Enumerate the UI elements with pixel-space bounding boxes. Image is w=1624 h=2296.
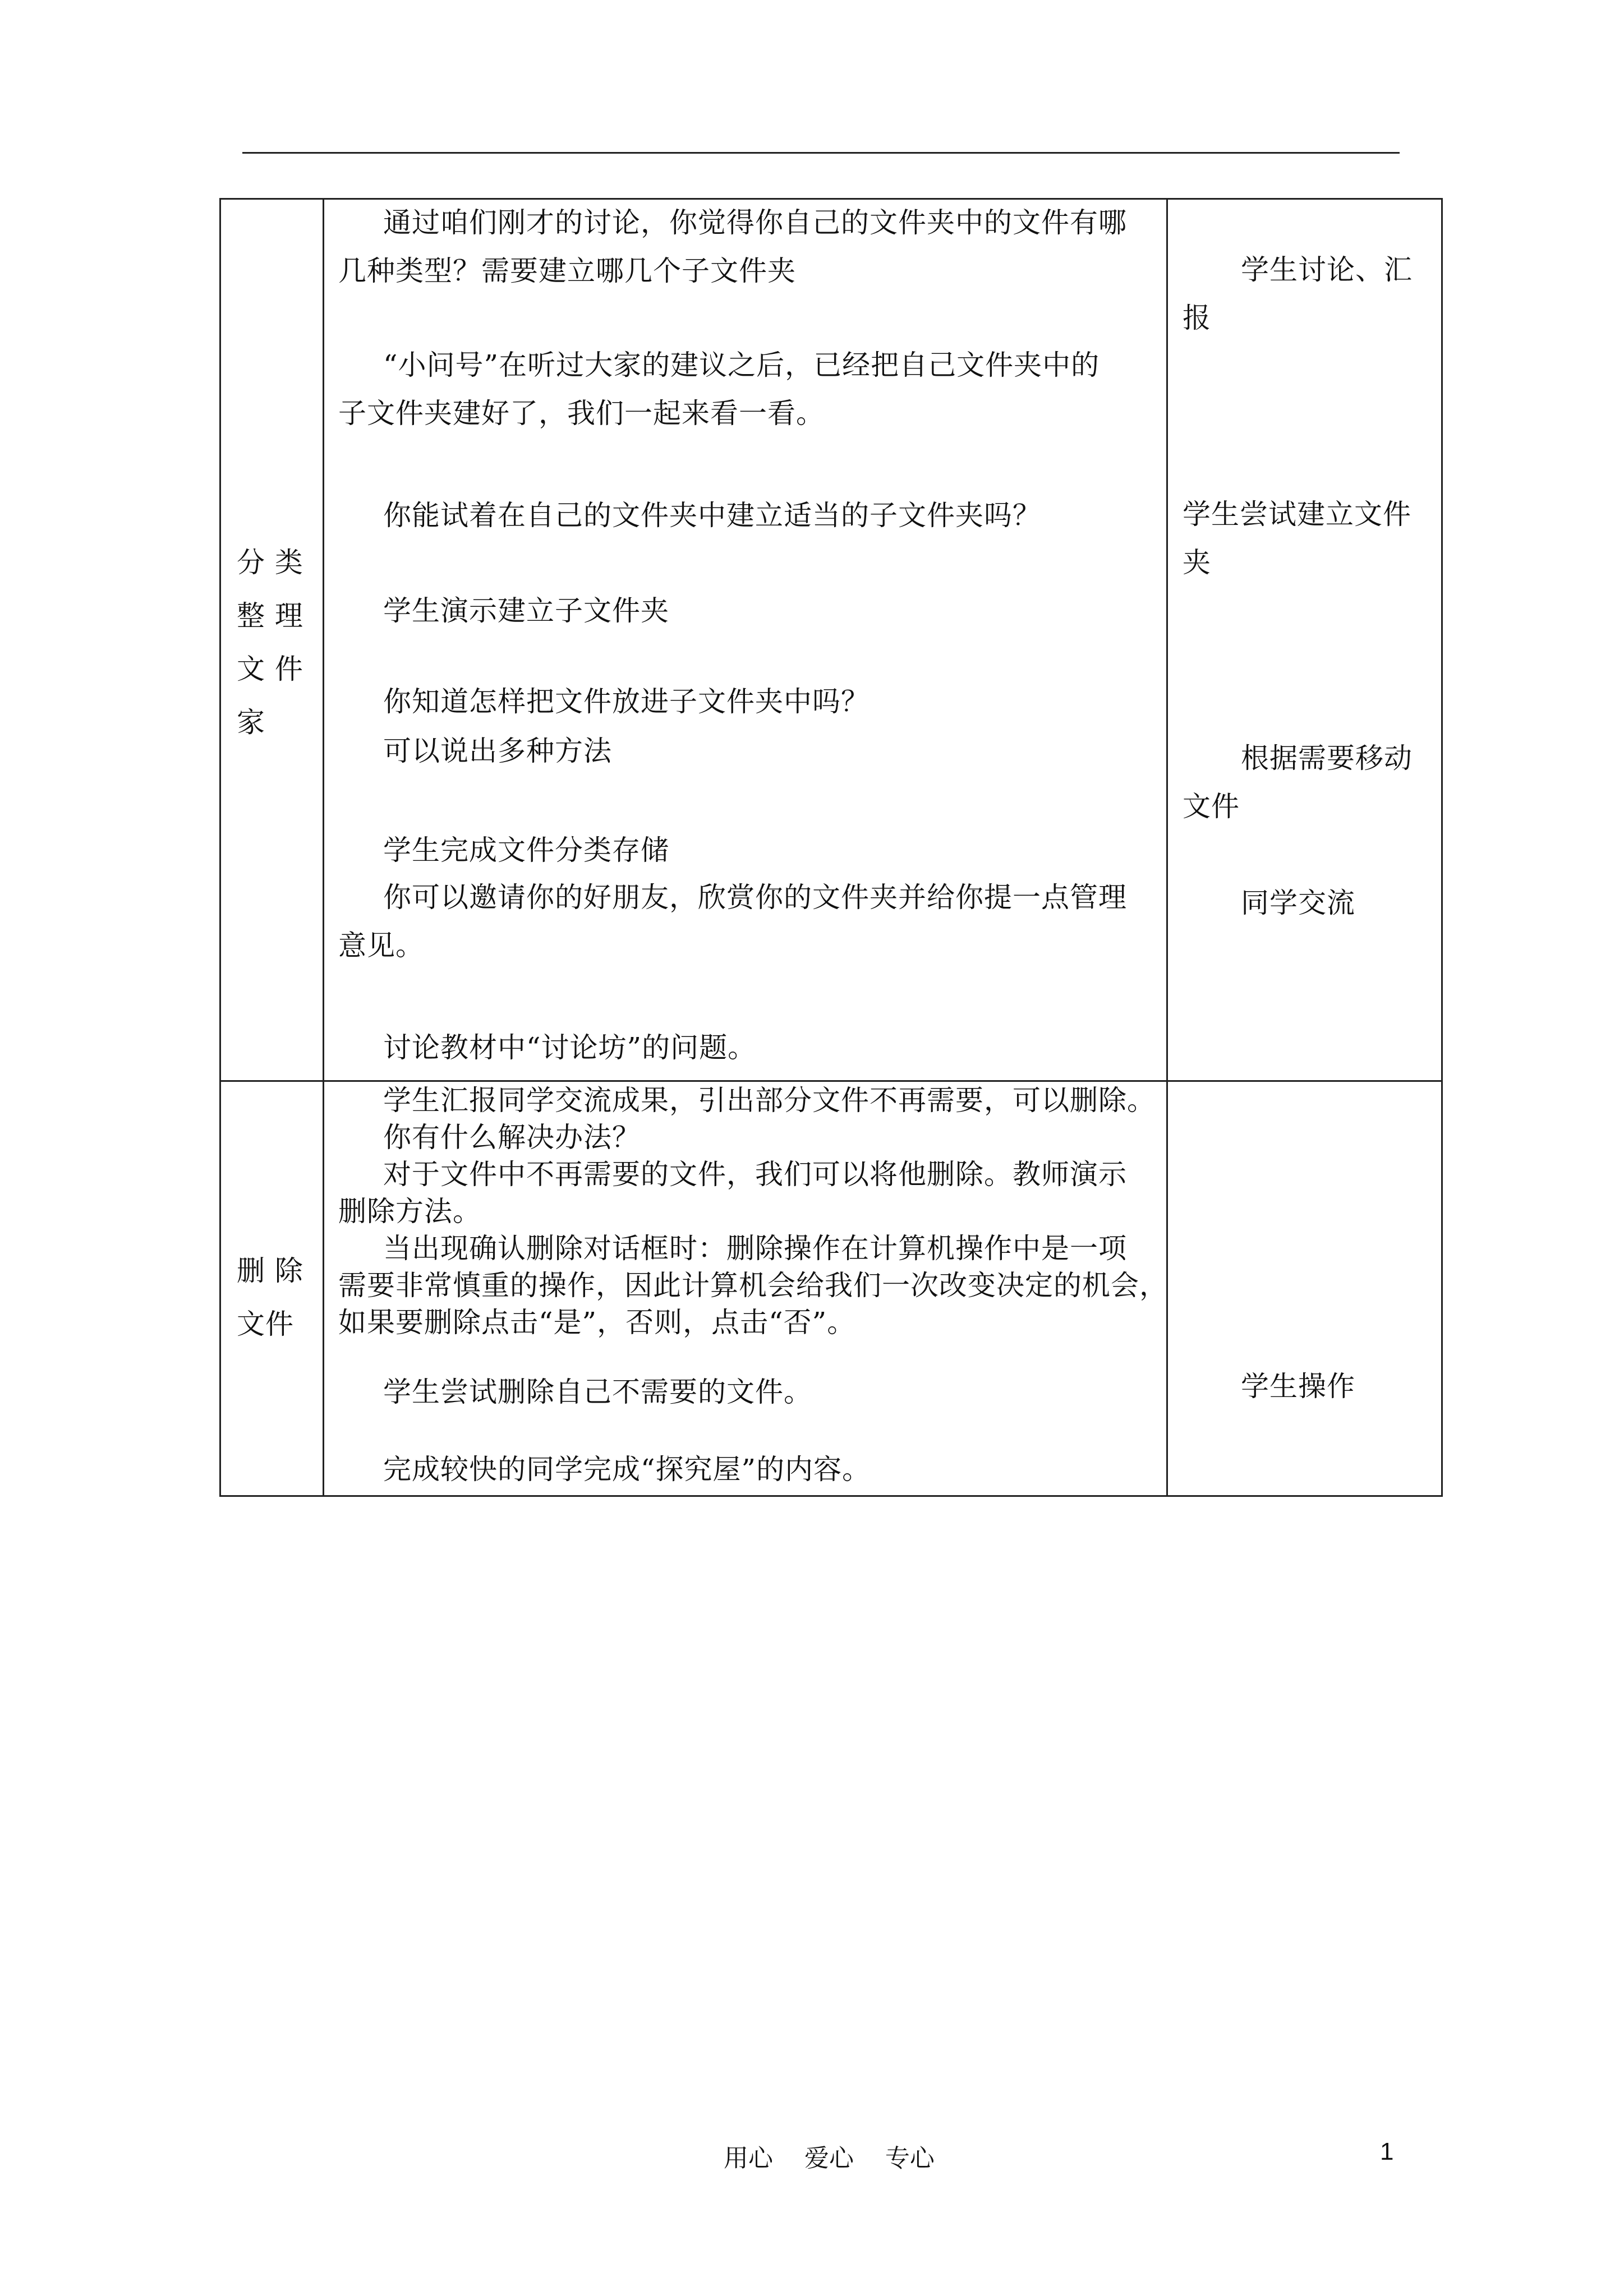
content-cell bbox=[324, 1081, 1167, 1496]
content-line: 意见。 bbox=[338, 929, 424, 962]
content-line: 对于文件中不再需要的文件，我们可以将他删除。教师演示 bbox=[383, 1158, 1127, 1191]
activity-line: 学生尝试建立文件 bbox=[1183, 498, 1411, 531]
activity-line: 同学交流 bbox=[1241, 887, 1355, 919]
content-line: “小问号”在听过大家的建议之后，已经把自己文件夹中的 bbox=[383, 349, 1100, 381]
table-row-classify bbox=[220, 199, 1442, 1081]
content-line: 学生完成文件分类存储 bbox=[383, 834, 669, 866]
content-cell bbox=[324, 199, 1167, 1081]
activity-line: 夹 bbox=[1183, 546, 1211, 579]
content-line: 几种类型？需要建立哪几个子文件夹 bbox=[338, 255, 796, 287]
content-line: 子文件夹建好了，我们一起来看一看。 bbox=[338, 397, 825, 430]
content-line: 讨论教材中“讨论坊”的问题。 bbox=[383, 1031, 757, 1064]
content-line: 需要非常慎重的操作，因此计算机会给我们一次改变决定的机会， bbox=[338, 1269, 1168, 1302]
content-line: 学生演示建立子文件夹 bbox=[383, 594, 669, 627]
label-line: 文 件 bbox=[237, 653, 303, 685]
footer-motto: 用心 爱心 专心 bbox=[724, 2144, 935, 2173]
activity-line: 报 bbox=[1183, 302, 1211, 334]
content-line: 你可以邀请你的好朋友，欣赏你的文件夹并给你提一点管理 bbox=[383, 881, 1127, 914]
label-line: 文件 bbox=[237, 1308, 294, 1340]
content-line: 你能试着在自己的文件夹中建立适当的子文件夹吗？ bbox=[383, 499, 1041, 532]
content-line: 可以说出多种方法 bbox=[383, 735, 612, 767]
row-label-cell bbox=[220, 199, 324, 1081]
content-line: 完成较快的同学完成“探究屋”的内容。 bbox=[383, 1453, 871, 1486]
activity-line: 根据需要移动 bbox=[1241, 742, 1413, 774]
activity-line: 学生操作 bbox=[1241, 1370, 1355, 1403]
table-row-delete bbox=[220, 1081, 1442, 1496]
content-line: 你有什么解决办法？ bbox=[383, 1121, 641, 1154]
content-line: 删除方法。 bbox=[338, 1195, 481, 1228]
label-line: 分 类 bbox=[237, 546, 303, 579]
lesson-table bbox=[219, 198, 1443, 1497]
header-rule bbox=[242, 152, 1400, 154]
page-number: 1 bbox=[1380, 2138, 1394, 2165]
content-line: 如果要删除点击“是”，否则，点击“否”。 bbox=[338, 1306, 856, 1339]
content-line: 当出现确认删除对话框时：删除操作在计算机操作中是一项 bbox=[383, 1232, 1127, 1265]
content-line: 学生尝试删除自己不需要的文件。 bbox=[383, 1376, 812, 1408]
row-label bbox=[237, 536, 303, 749]
label-line: 家 bbox=[237, 706, 265, 739]
activity-line: 学生讨论、汇 bbox=[1241, 253, 1413, 286]
activity-cell bbox=[1167, 199, 1442, 1081]
label-line: 整 理 bbox=[237, 600, 303, 632]
content-line: 你知道怎样把文件放进子文件夹中吗？ bbox=[383, 685, 869, 718]
row-label bbox=[237, 1244, 303, 1351]
activity-cell bbox=[1167, 1081, 1442, 1496]
activity-line: 文件 bbox=[1183, 790, 1240, 823]
content-line: 学生汇报同学交流成果，引出部分文件不再需要，可以删除。 bbox=[383, 1084, 1156, 1117]
content-line: 通过咱们刚才的讨论，你觉得你自己的文件夹中的文件有哪 bbox=[383, 206, 1127, 239]
row-label-cell bbox=[220, 1081, 324, 1496]
label-line: 删 除 bbox=[237, 1255, 303, 1287]
